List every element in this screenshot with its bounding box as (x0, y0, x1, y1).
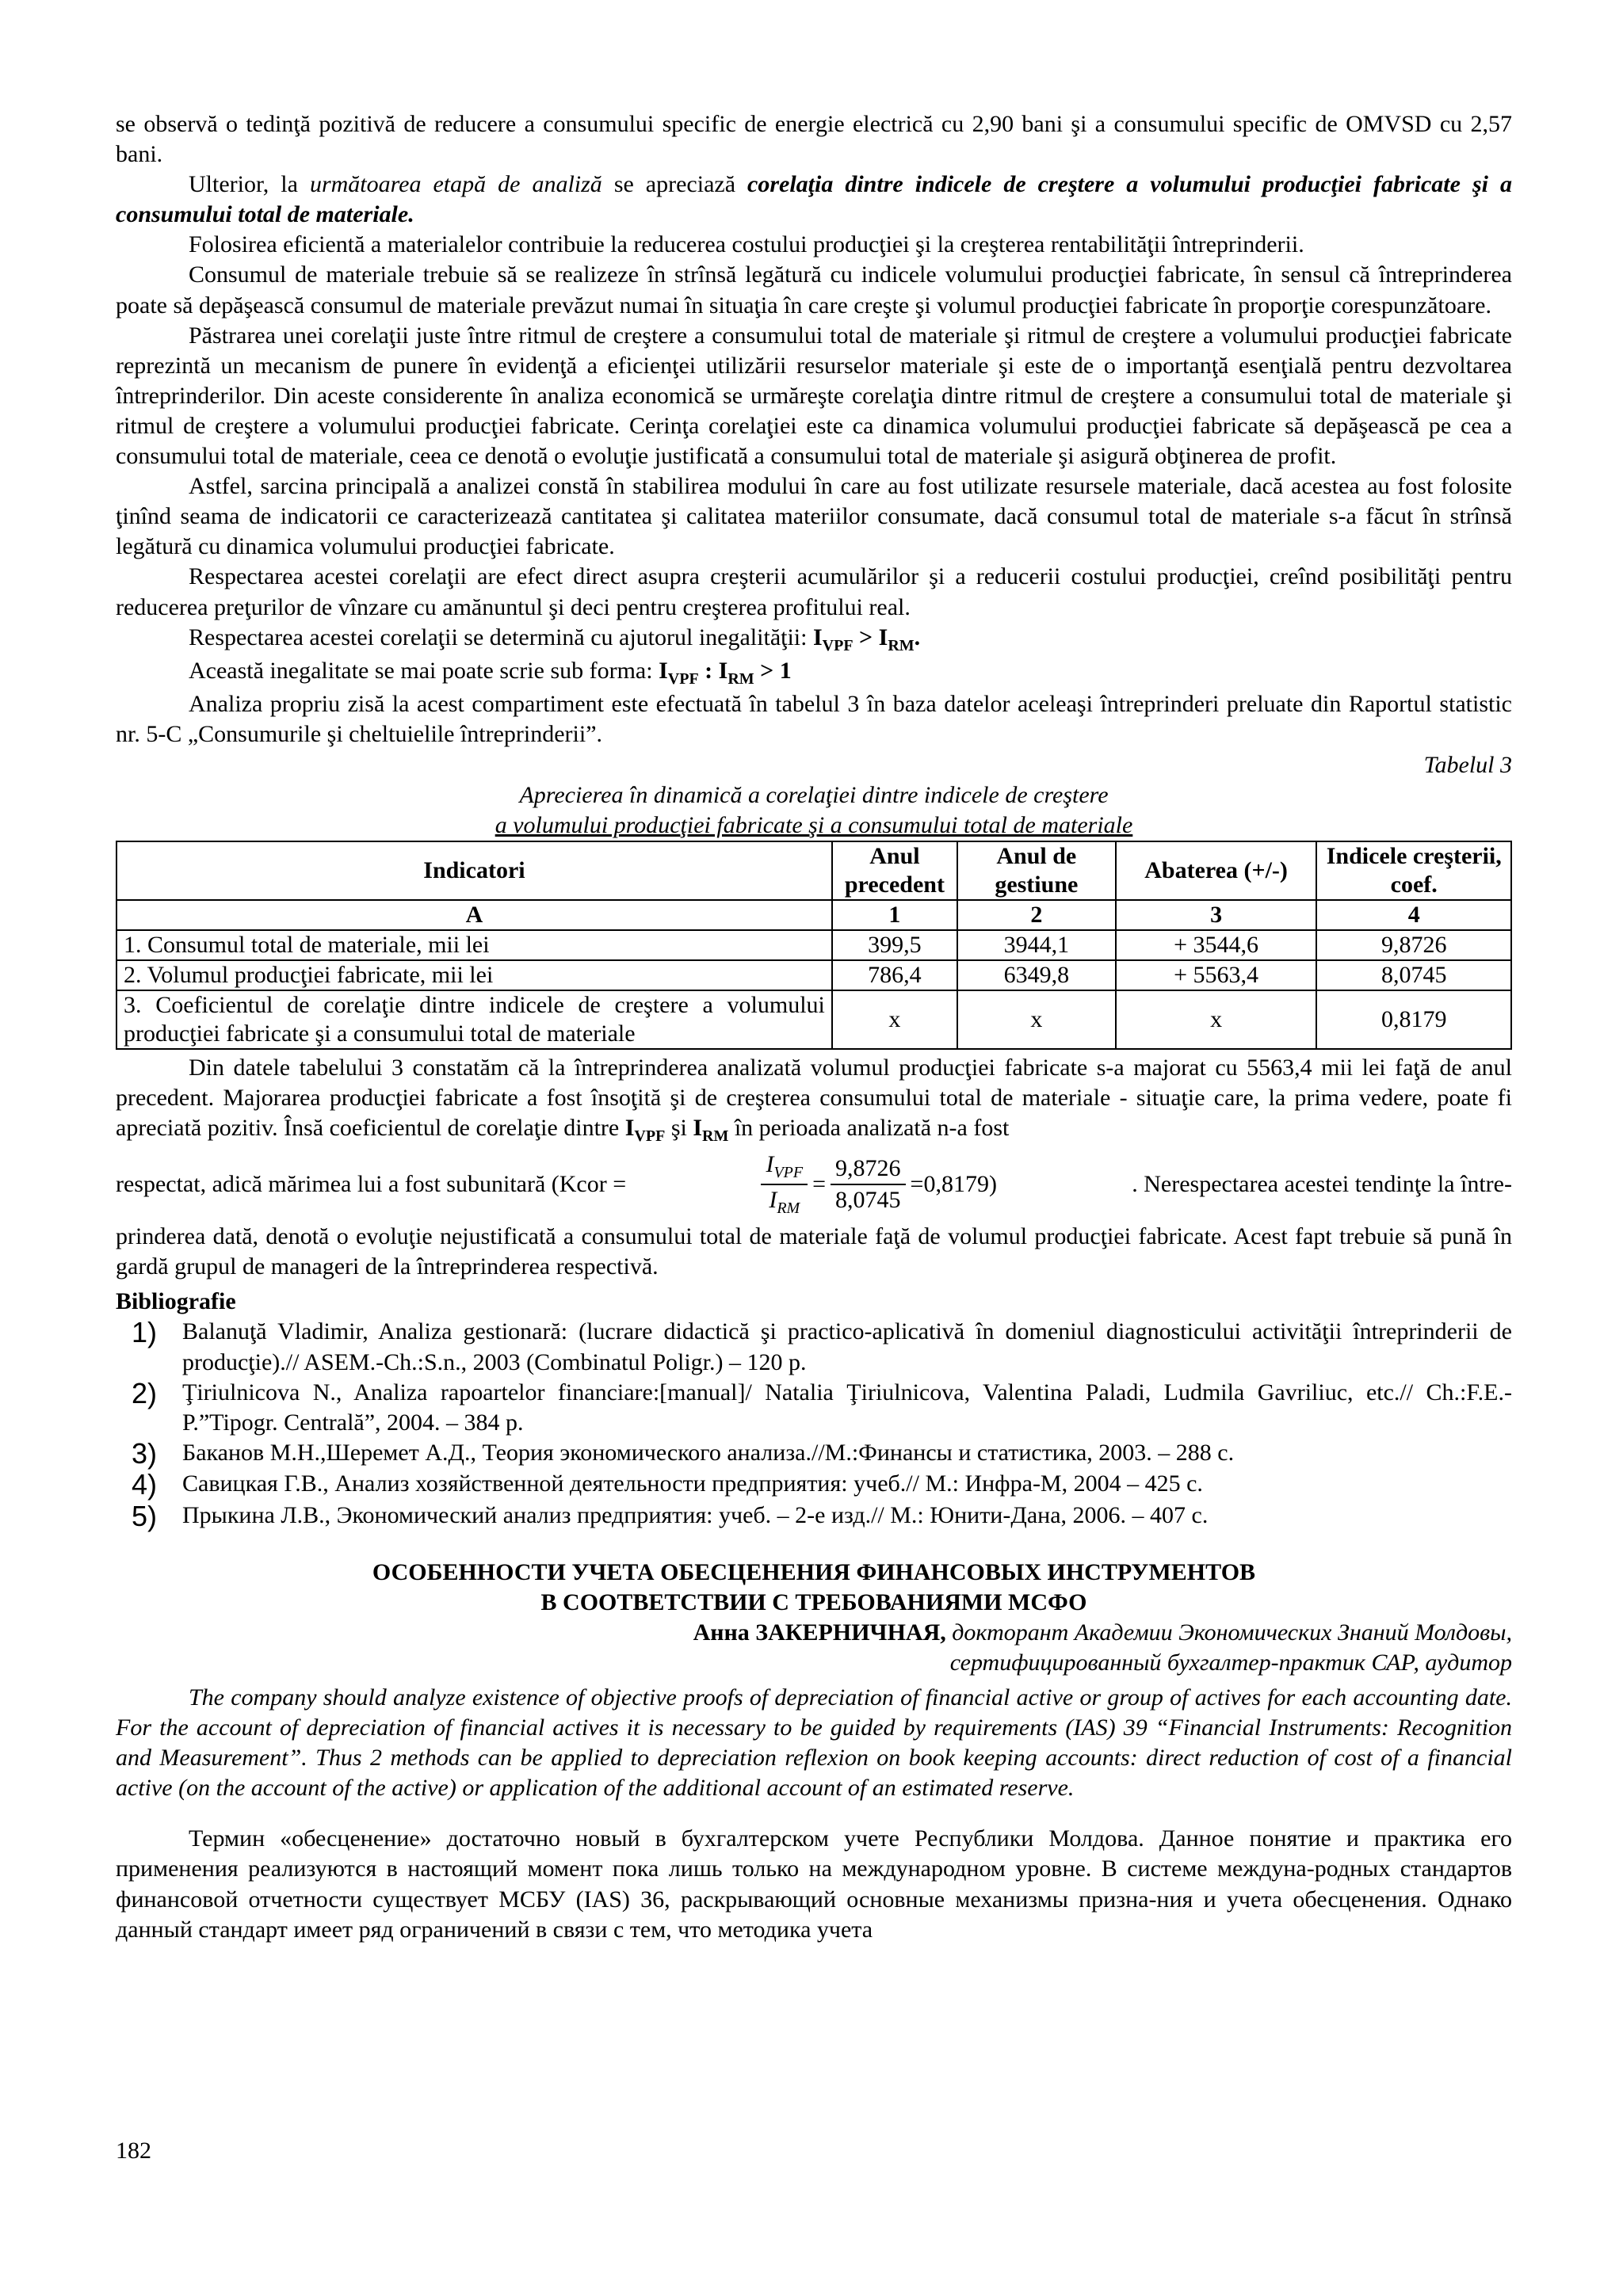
text-span: Ulterior, la (189, 171, 310, 198)
table-cell: 786,4 (832, 960, 957, 990)
table-cell: x (1116, 990, 1317, 1049)
table-number: Tabelul 3 (1423, 751, 1512, 778)
symbol-fraction (761, 1150, 808, 1219)
text-span: se apreciază (601, 171, 748, 198)
formula-result: =0,8179) (910, 1170, 997, 1197)
table-cell: 4 (1316, 900, 1511, 930)
table-cell: 2. Volumul producţiei fabricate, mii lei (116, 960, 832, 990)
table-row (116, 930, 1511, 960)
table-header-row (116, 841, 1511, 900)
page-content (116, 109, 1512, 1945)
table-cell: A (116, 900, 832, 930)
bibliography-item (116, 1438, 1512, 1470)
table-cell: 9,8726 (1316, 930, 1511, 960)
fraction-numerator: $I_{VPF}$ (761, 1150, 808, 1184)
author-name: Анна ЗАКЕРНИЧНАЯ, (693, 1619, 946, 1646)
paragraph-continuation: se observă o tedinţă pozitivă de reducere a consumului specific de energie electrică cu 2,90 bani şi a consumului specific de OMVSD cu 2,57 bani. (116, 111, 1512, 168)
paragraph: Analiza propriu zisă la acest compartiment este efectuată în tabelul 3 în baza datelor aceleaşi întreprinderi preluate din Raportul statistic nr. 5-C „Consumurile şi cheltuielile întreprinderii”. (116, 691, 1512, 748)
table-header-cell: Indicele creşterii, coef. (1316, 841, 1511, 900)
author-affiliation: сертифицированный бухгалтер-практик САР, аудитор (949, 1649, 1512, 1676)
text-span: Această inegalitate se mai poate scrie sub forma: (189, 657, 659, 684)
table-cell: 399,5 (832, 930, 957, 960)
caption-line: Aprecierea în dinamică a corelaţiei dintre indicele de creştere (519, 781, 1109, 808)
kcor-formula: $\frac{I_{VPF}}{I_{RM}}$ = $\frac{9,8726}{8,0745}$ =0,8179) (761, 1150, 997, 1219)
item-text: Прыкина Л.В., Экономический анализ предприятия: учеб. – 2-е изд.// М.: Юнити-Дана, 2006. – 407 с. (182, 1502, 1209, 1529)
paragraph-next-stage (116, 170, 1512, 230)
paragraph-inequality-form: Această inegalitate se mai poate scrie sub forma: $I_{VPF}$ : $I_{RM} > 1$ (189, 657, 792, 688)
item-text: Баканов М.Н.,Шеремет А.Д., Теория экономического анализа.//М.:Финансы и статистика, 2003. – 288 с. (182, 1439, 1235, 1466)
text-span: Respectarea acestei corelaţii se determină cu ajutorul inegalităţii: (189, 624, 813, 650)
item-number: 1) (132, 1316, 158, 1349)
paragraph: Respectarea acestei corelaţii are efect direct asupra creşterii acumulărilor şi a reducerii costului producţiei, creînd posibilităţi pentru reducerea preţurilor de vînzare cu amănuntul şi deci pentru creşterea profitului real. (116, 563, 1512, 620)
bibliography-list (116, 1317, 1512, 1531)
abstract: The company should analyze existence of objective proofs of depreciation of financial active or group of actives for each accounting date. For the account of depreciation of financial actives it is necessary to be guided by requirements (IAS) 39 “Financial Instruments: Recognition and Measurement”. Thus 2 methods can be applied to depreciation reflexion on book keeping accounts: direct reduction of cost of a financial active (on the account of the active) or application of the additional account of an estimated reserve. (116, 1684, 1512, 1802)
item-number: 3) (132, 1436, 158, 1470)
bold-italic-span: corelaţia dintre indicele de creştere a volumului producţiei fabricate şi a consumului total de materiale. (116, 171, 1512, 228)
bibliography-item (116, 1317, 1512, 1377)
item-number: 2) (132, 1376, 158, 1409)
value-fraction (831, 1154, 906, 1215)
table-cell: 3. Coeficientul de corelaţie dintre indicele de creştere a volumului producţiei fabricate şi a consumului total de materiale (116, 990, 832, 1049)
fraction-denominator: $I_{RM}$ (769, 1186, 800, 1217)
item-text: Савицкая Г.В., Анализ хозяйственной деятельности предприятия: учеб.// М.: Инфра-М, 2004 – 425 с. (182, 1470, 1203, 1497)
table-cell: 0,8179 (1316, 990, 1511, 1049)
item-text: Ţiriulnicova N., Analiza rapoartelor financiare:[manual]/ Natalia Ţiriulnicova, Valentina Paladi, Ludmila Gavriliuc, etc.// Ch.:F.E.-P.”Tipogr. Centrală”, 2004. – 384 p. (182, 1379, 1512, 1436)
table-row (116, 990, 1511, 1049)
table-cell: x (957, 990, 1116, 1049)
table-cell: + 5563,4 (1116, 960, 1317, 990)
author-affiliation: докторант Академии Экономических Знаний Молдовы, (952, 1619, 1512, 1646)
fraction-denominator: 8,0745 (835, 1186, 901, 1213)
data-table (116, 841, 1512, 1050)
bibliography-item (116, 1378, 1512, 1438)
item-number: 4) (132, 1468, 158, 1501)
table-header-cell: Indicatori (116, 841, 832, 900)
page-number: 182 (116, 2138, 151, 2164)
author-block (116, 1618, 1512, 1678)
formula-lead-text: respectat, adică mărimea lui a fost subunitară (Kcor = (116, 1170, 627, 1197)
table-cell: + 3544,6 (1116, 930, 1317, 960)
table-cell: 3944,1 (957, 930, 1116, 960)
table-cell: 3 (1116, 900, 1317, 930)
article-body: Термин «обесценение» достаточно новый в бухгалтерском учете Республики Молдова. Данное понятие и практика его применения реализуются в настоящий момент пока лишь только на международном уровне. В системе междуна-родных стандартов финансовой отчетности существует МСБУ (IAS) 36, раскрывающий основные механизмы призна-ния и учета обесценения. Однако данный стандарт имеет ряд ограничений в связи с тем, что методика учета (116, 1825, 1512, 1943)
paragraph-inequality: Respectarea acestei corelaţii se determină cu ajutorul inegalităţii: $I_{VPF} > I_{RM}$. (189, 624, 921, 654)
paragraph: Folosirea eficientă a materialelor contribuie la reducerea costului producţiei şi la creşterea rentabilităţii întreprinderii. (189, 231, 1304, 258)
table-cell: x (832, 990, 957, 1049)
formula-line (116, 1150, 1512, 1219)
table-caption (116, 780, 1512, 841)
title-line: ОСОБЕННОСТИ УЧЕТА ОБЕСЦЕНЕНИЯ ФИНАНСОВЫХ ИНСТРУМЕНТОВ (372, 1558, 1256, 1585)
table-cell: 6349,8 (957, 960, 1116, 990)
paragraph: Consumul de materiale trebuie să se realizeze în strînsă legătură cu indicele volumului producţiei fabricate, în sensul că întreprinderea poate să depăşească consumul de materiale prevăzut numai în situaţia în care creşte şi volumul producţiei fabricate în proporţie corespunzătoare. (116, 261, 1512, 318)
table-cell: 2 (957, 900, 1116, 930)
item-number: 5) (132, 1500, 158, 1533)
article-title (116, 1558, 1512, 1618)
paragraph: prinderea dată, denotă o evoluţie nejustificată a consumului total de materiale faţă de volumul producţiei fabricate. Acest fapt trebuie să pună în gardă grupul de manageri de la întreprinderea respectivă. (116, 1223, 1512, 1280)
title-line: В СООТВЕТСТВИИ С ТРЕБОВАНИЯМИ МСФО (540, 1589, 1087, 1615)
italic-span: următoarea etapă de analiză (309, 171, 602, 198)
bibliography-title: Bibliografie (116, 1288, 236, 1315)
table-header-cell: Abaterea (+/-) (1116, 841, 1317, 900)
item-text: Balanuţă Vladimir, Analiza gestionară: (lucrare didactică şi practico-aplicativă în domeniul diagnosticului activităţii întreprinderii de producţie).// ASEM.-Ch.:S.n., 2003 (Combinatul Poligr.) – 120 p. (182, 1318, 1512, 1375)
caption-line: a volumului producţiei fabricate şi a consumului total de materiale (495, 811, 1133, 838)
table-row (116, 960, 1511, 990)
table-index-row (116, 900, 1511, 930)
bibliography-item (116, 1501, 1512, 1532)
table-header-cell: Anul precedent (832, 841, 957, 900)
paragraph: Păstrarea unei corelaţii juste între ritmul de creştere a consumului total de materiale şi ritmul de creştere a volumului producţiei fabricate reprezintă un mecanism de punere în evidenţă a eficienţei utilizării resurselor materiale şi este de o importanţă esenţială pentru dezvoltarea întreprinderilor. Din aceste considerente în analiza economică se urmăreşte corelaţia dintre ritmul de creştere a consumului total de materiale şi ritmul de creştere a volumului producţiei fabricate. Cerinţa corelaţiei este ca dinamica volumului producţiei fabricate să depăşească pe cea a consumului total de materiale, ceea ce denotă o evoluţie justificată a consumului total de materiale şi asigură obţinerea de profit. (116, 322, 1512, 470)
formula-trail-text: . Nerespectarea acestei tendinţe la între- (1132, 1170, 1512, 1197)
paragraph-analysis: Din datele tabelului 3 constatăm că la întreprinderea analizată volumul producţiei fabricate s-a majorat cu 5563,4 mii lei faţă de anul precedent. Majorarea producţiei fabricate a fost însoţită şi de creşterea consumului total de materiale - situaţie care, la prima vedere, poate fi apreciată pozitiv. Însă coeficientul de corelaţie dintre $I_{VPF}$ şi $I_{RM}$ în perioada analizată n-a fost (116, 1054, 1512, 1146)
bibliography-item (116, 1469, 1512, 1501)
table-cell: 8,0745 (1316, 960, 1511, 990)
table-header-cell: Anul de gestiune (957, 841, 1116, 900)
fraction-numerator: 9,8726 (831, 1154, 906, 1185)
table-cell: 1. Consumul total de materiale, mii lei (116, 930, 832, 960)
table-cell: 1 (832, 900, 957, 930)
paragraph: Astfel, sarcina principală a analizei constă în stabilirea modului în care au fost utilizate resursele materiale, dacă acestea au fost folosite ţinînd seama de indicatorii ce caracterizează cantitatea şi calitatea materiilor consumate, dacă consumul total de materiale s-a făcut în strînsă legătură cu dinamica volumului producţiei fabricate. (116, 473, 1512, 560)
